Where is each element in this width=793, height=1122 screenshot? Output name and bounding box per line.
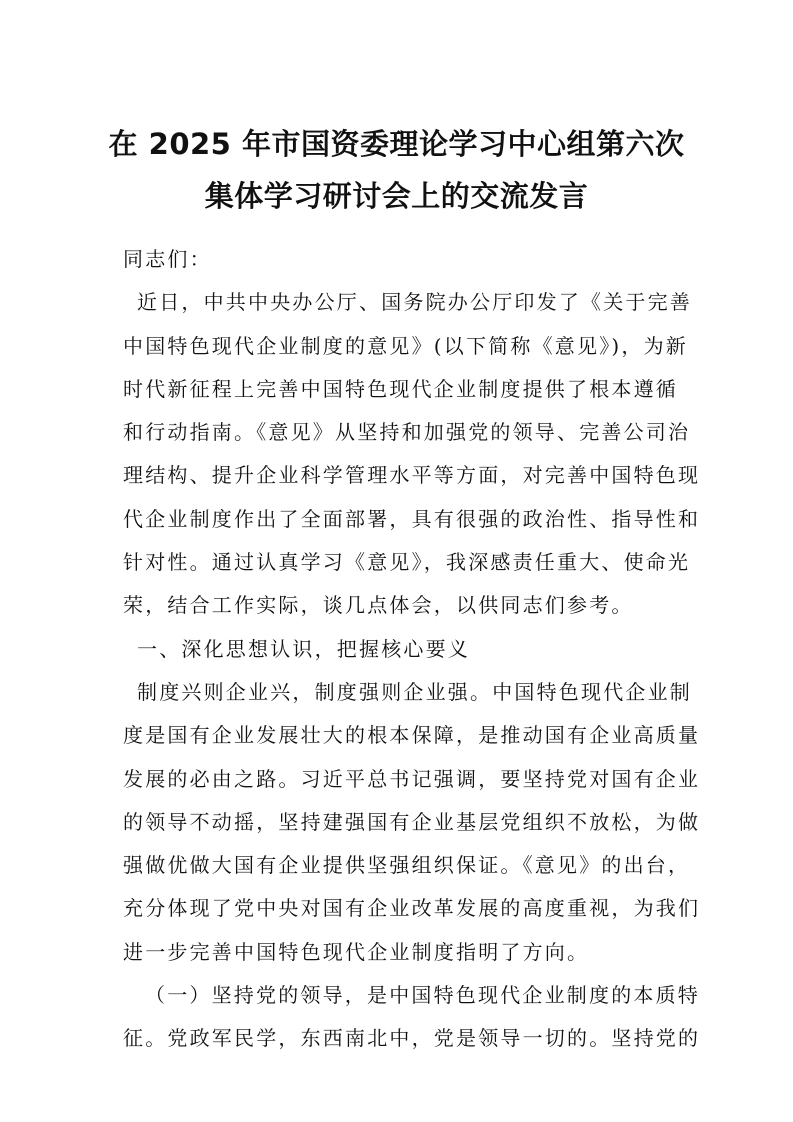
paragraph-line: 理结构、提升企业科学管理水平等方面，对完善中国特色现 — [123, 463, 701, 488]
paragraph-line: 进一步完善中国特色现代企业制度指明了方向。 — [123, 939, 590, 964]
paragraph-line: 强做优做大国有企业提供坚强组织保证。《意见》的出台， — [123, 853, 691, 878]
document-body — [123, 238, 701, 1061]
document-title — [100, 118, 693, 222]
title-line-2: 集体学习研讨会上的交流发言 — [204, 179, 589, 213]
paragraph-section-1 — [123, 671, 701, 974]
paragraph-line: 发展的必由之路。习近平总书记强调，要坚持党对国有企业 — [123, 766, 701, 791]
paragraph-line: 充分体现了党中央对国有企业改革发展的高度重视，为我们 — [123, 896, 701, 921]
paragraph-line: 代企业制度作出了全面部署，具有很强的政治性、指导性和 — [123, 506, 701, 531]
paragraph-line: 度是国有企业发展壮大的根本保障，是推动国有企业高质量 — [123, 723, 701, 748]
paragraph-line: 的领导不动摇，坚持建强国有企业基层党组织不放松，为做 — [123, 809, 701, 834]
paragraph-subsection-1 — [123, 974, 701, 1061]
paragraph-line: 和行动指南。《意见》从坚持和加强党的领导、完善公司治 — [123, 420, 691, 445]
salutation: 同志们： — [123, 247, 212, 271]
paragraph-line: 荣，结合工作实际，谈几点体会，以供同志们参考。 — [123, 593, 634, 618]
paragraph-intro — [123, 281, 701, 627]
title-line-1: 在 2025 年市国资委理论学习中心组第六次 — [108, 127, 685, 161]
paragraph-line: 征。党政军民学，东西南北中，党是领导一切的。坚持党的 — [123, 1026, 701, 1051]
paragraph-line: 中国特色现代企业制度的意见》(以下简称《意见》)，为新 — [123, 333, 689, 358]
paragraph-line: 针对性。通过认真学习《意见》，我深感责任重大、使命光 — [123, 550, 691, 575]
paragraph-line: 近日，中共中央办公厅、国务院办公厅印发了《关于完善 — [137, 290, 692, 315]
section-heading: 一、深化思想认识，把握核心要义 — [137, 636, 470, 661]
paragraph-line: （一）坚持党的领导，是中国特色现代企业制度的本质特 — [145, 983, 700, 1008]
paragraph-line: 时代新征程上完善中国特色现代企业制度提供了根本遵循 — [123, 376, 678, 401]
paragraph-line: 制度兴则企业兴，制度强则企业强。中国特色现代企业制 — [137, 679, 692, 704]
